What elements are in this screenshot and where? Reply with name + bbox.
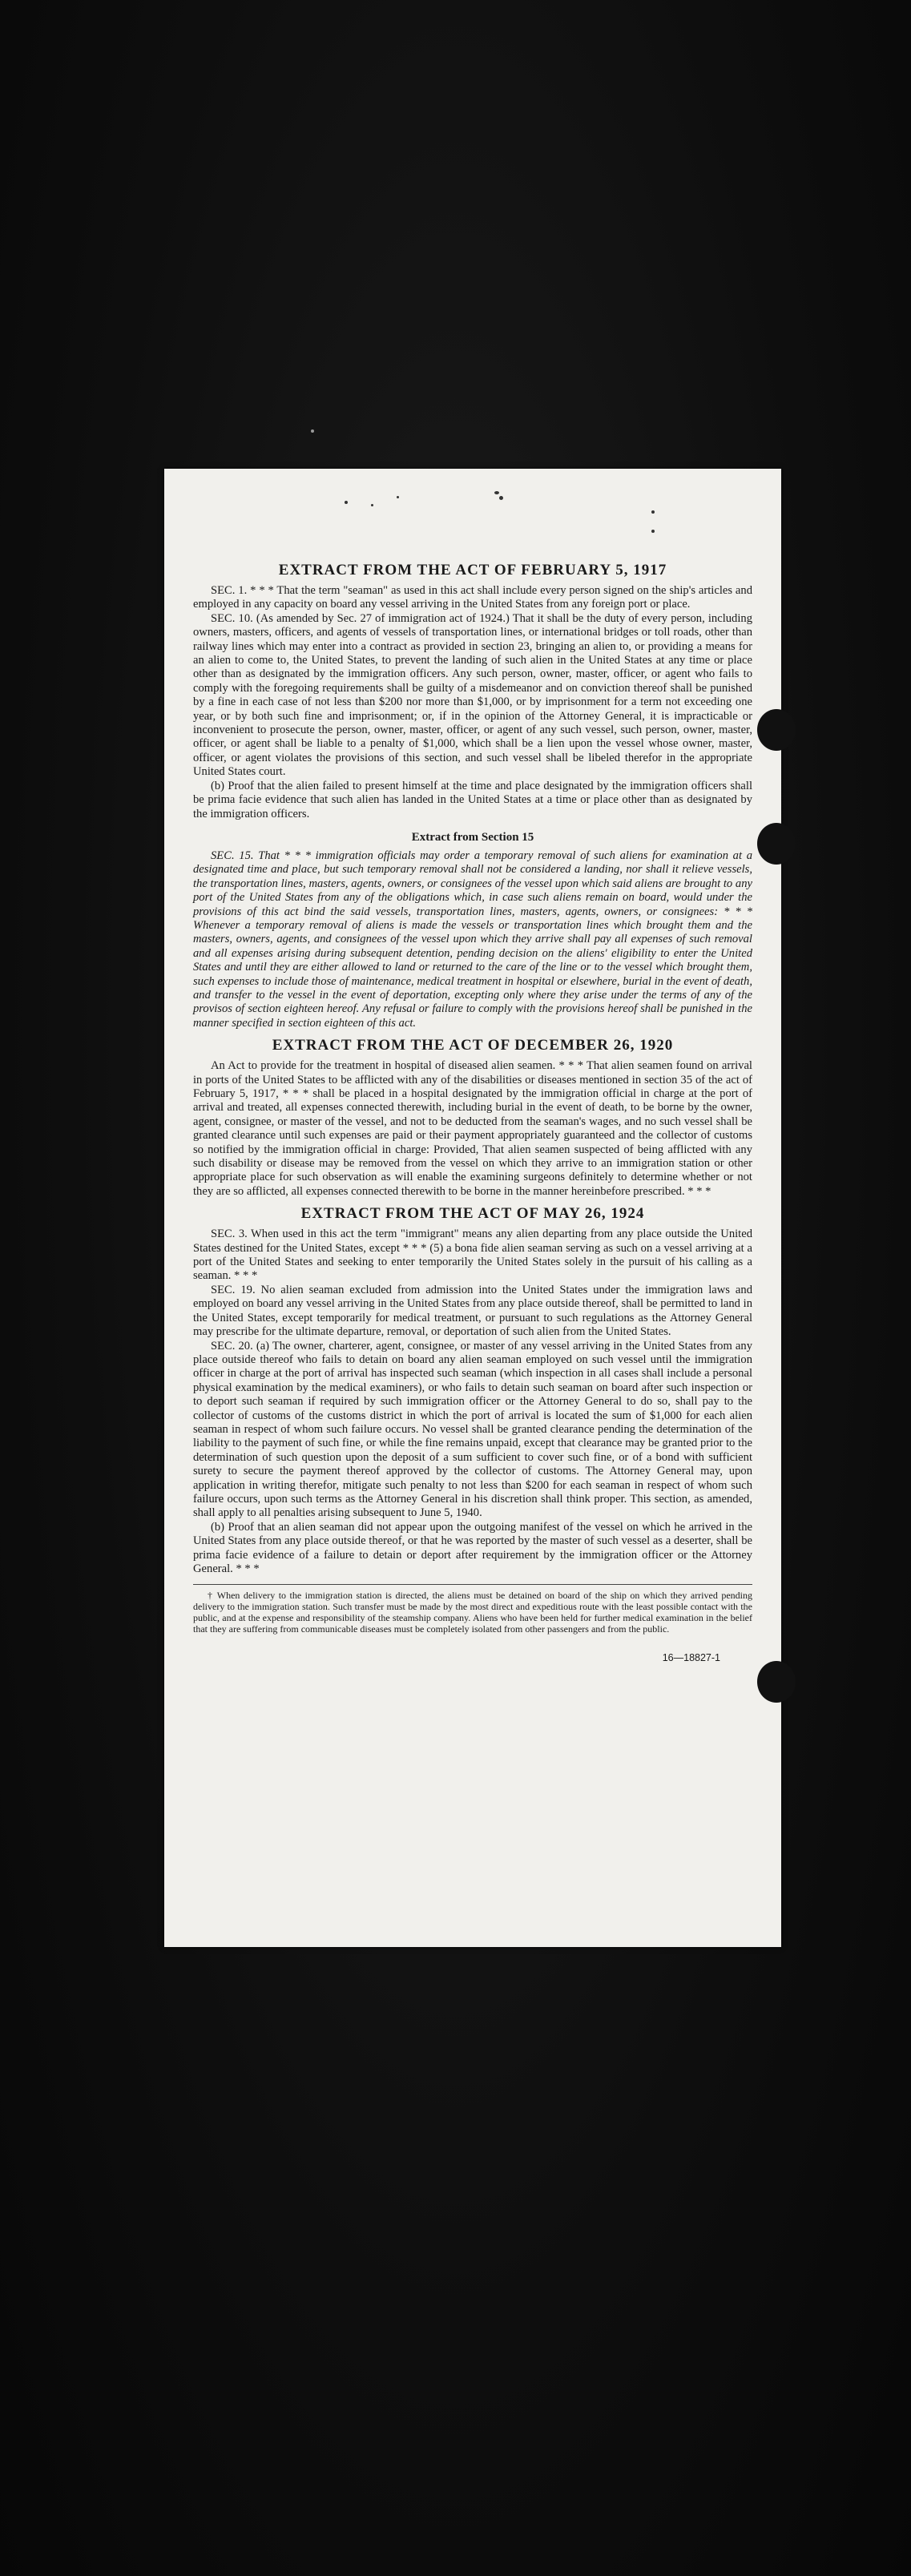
- paragraph-sec-20-b: (b) Proof that an alien seaman did not appear upon the outgoing manifest of the vessel on which he arrived in the United States from any place outside thereof, or that he was reported by the master of such vessel as a deserter, shall be prima facie evidence of a failure to detain or deport after requirement by the immigration officer or the Attorney General. * * *: [193, 1520, 752, 1575]
- paragraph-act-1920: An Act to provide for the treatment in hospital of diseased alien seamen. * * * That alien seamen found on arrival in ports of the United States to be afflicted with any of the disabilities or diseases mentioned in section 35 of the act of February 5, 1917, * * * shall be placed in a hospital designated by the immigration official in charge at the port of arrival and treated, all expenses connected therewith, including burial in the event of death, to be borne by the owner, agent, consignee, or master of the vessel, and not to be deducted from the seaman's wages, and no such vessel shall be granted clearance until such expenses are paid or their payment appropriately guaranteed and the collector of customs so notified by the immigration official in charge: Provided, That alien seamen suspected of being afflicted with any such disability or disease may be removed from the vessel on which they arrive to an immigration station or other appropriate place for such observation as will enable the examining surgeons definitely to determine whether or not they are so afflicted, all expenses connected therewith to be borne in the manner hereinbefore prescribed. * * *: [193, 1059, 752, 1198]
- section-heading-1920: EXTRACT FROM THE ACT OF DECEMBER 26, 1920: [272, 1037, 674, 1054]
- scan-speck: [345, 501, 348, 504]
- paragraph-sec-3: SEC. 3. When used in this act the term "immigrant" means any alien departing from any place outside the United States destined for the United States, except * * * (5) a bona fide alien seaman serving as such on a vessel arriving at a port of the United States and seeking to enter temporarily the United States solely in the pursuit of his calling as a seaman. * * *: [193, 1228, 752, 1283]
- paragraph-sec-1: SEC. 1. * * * That the term "seaman" as used in this act shall include every person signed on the ship's articles and employed in any capacity on board any vessel arriving in the United States from any foreign port or place.: [193, 584, 752, 611]
- paragraph-sec-10-b: (b) Proof that the alien failed to present himself at the time and place designated by the immigration officers shall be prima facie evidence that such alien has landed in the United States at a time or place other than as designated by the immigration officers.: [193, 779, 752, 820]
- form-number: 16—18827-1: [662, 1652, 720, 1664]
- document-body: [193, 555, 752, 1663]
- punch-hole-top: [757, 709, 796, 751]
- paragraph-sec-19: SEC. 19. No alien seaman excluded from admission into the United States under the immigration laws and employed on board any vessel arriving in the United States from any place outside thereof, shall be permitted to land in the United States, except temporarily for medical treatment, or pursuant to such regulations as the Attorney General may prescribe for the ultimate departure, removal, or deportation of such alien from the United States.: [193, 1283, 752, 1339]
- scan-speck: [499, 496, 503, 500]
- film-speck: [311, 429, 314, 433]
- scan-speck: [494, 491, 499, 494]
- punch-hole-bottom: [757, 1661, 796, 1703]
- scan-speck: [371, 504, 373, 506]
- footnote-divider: [193, 1584, 752, 1585]
- punch-hole-middle: [757, 823, 796, 865]
- section-heading-1924: EXTRACT FROM THE ACT OF MAY 26, 1924: [300, 1205, 645, 1223]
- scan-marks: [164, 469, 781, 549]
- subheading-section-15: Extract from Section 15: [411, 830, 534, 844]
- scan-speck: [651, 530, 655, 533]
- scan-speck: [397, 496, 399, 498]
- document-page: [164, 469, 781, 1947]
- footnote: † When delivery to the immigration station is directed, the aliens must be detained on board of the ship on which they arrived pending delivery to the immigration station. Such transfer must be made by the most direct and expeditious route with the least possible contact with the public, and at the expense and responsibility of the steamship company. Aliens who have been held for further medical examination in the belief that they are suffering from communicable diseases must be completely isolated from other passengers and from the public.: [193, 1590, 752, 1635]
- section-heading-1917: EXTRACT FROM THE ACT OF FEBRUARY 5, 1917: [278, 562, 667, 578]
- paragraph-sec-20: SEC. 20. (a) The owner, charterer, agent, consignee, or master of any vessel arriving in the United States from any place outside thereof who fails to detain on board any alien seaman employed on such vessel until the immigration officer in charge at the port of arrival has inspected such seaman (which inspection in all cases shall include a personal physical examination by the medical examiners), or who fails to detain such seaman on board after such inspection or to deport such seaman if required by such immigration officer or the Attorney General to do so, shall pay to the collector of customs of the customs district in which the port of arrival is located the sum of $1,000 for each alien seaman in respect of whom such failure occurs. No vessel shall be granted clearance pending the determination of the liability to the payment of such fine, or while the fine remains unpaid, except that clearance may be granted prior to the determination of such question upon the deposit of a sum sufficient to cover such fine, or of a bond with sufficient surety to secure the payment thereof approved by the collector of customs. The Attorney General may, upon application in writing therefor, mitigate such penalty to not less than $200 for each seaman in respect of whom such failure occurs, upon such terms as the Attorney General in his discretion shall think proper. This section, as amended, shall apply to all penalties arising subsequent to June 5, 1940.: [193, 1339, 752, 1520]
- paragraph-sec-10: SEC. 10. (As amended by Sec. 27 of immigration act of 1924.) That it shall be the duty of every person, including owners, masters, officers, and agents of vessels of transportation lines, or international bridges or toll roads, other than railway lines which may enter into a contract as provided in section 23, bringing an alien to, or providing a means for an alien to come to, the United States, to prevent the landing of such alien in the United States at any time or place other than as designated by the immigration officers. Any such person, owner, master, officer, or agent who fails to comply with the foregoing requirements shall be guilty of a misdemeanor and on conviction thereof shall be punished by a fine in each case of not less than $200 nor more than $1,000, or by imprisonment for a term not exceeding one year, or by both such fine and imprisonment; or, if in the opinion of the Attorney General, it is impracticable or inconvenient to prosecute the person, owner, master, officer, or agent of any such vessel, such person, owner, master, officer, or agent shall be liable to a penalty of $1,000, which shall be a lien upon the vessel whose owner, master, officer, or agent violates the provisions of this section, and such vessel shall be libeled therefor in the appropriate United States court.: [193, 611, 752, 779]
- paragraph-sec-15: SEC. 15. That * * * immigration officials may order a temporary removal of such aliens for examination at a designated time and place, but such temporary removal shall not be considered a landing, nor shall it relieve vessels, the transportation lines, masters, agents, owners, or consignees of the vessel upon which said aliens are brought to any port of the United States from any of the obligations which, in case such aliens remain on board, would under the provisions of this act bind the said vessels, transportation lines, masters, agents, owners, or consignees: * * * Whenever a temporary removal of aliens is made the vessels or transportation lines which brought them and the masters, owners, agents, and consignees of the vessel upon which they arrive shall pay all expenses of such removal and all expenses arising during subsequent detention, pending decision on the aliens' eligibility to enter the United States and until they are either allowed to land or returned to the care of the line or to the vessel which brought them, such expenses to include those of maintenance, medical treatment in hospital or elsewhere, burial in the event of death, and transfer to the vessel in the event of deportation, excepting only where they arise under the terms of any of the provisos of section eighteen hereof. Any refusal or failure to comply with the provisions hereof shall be punished in the manner specified in section eighteen of this act.: [193, 849, 752, 1030]
- scan-speck: [651, 510, 655, 514]
